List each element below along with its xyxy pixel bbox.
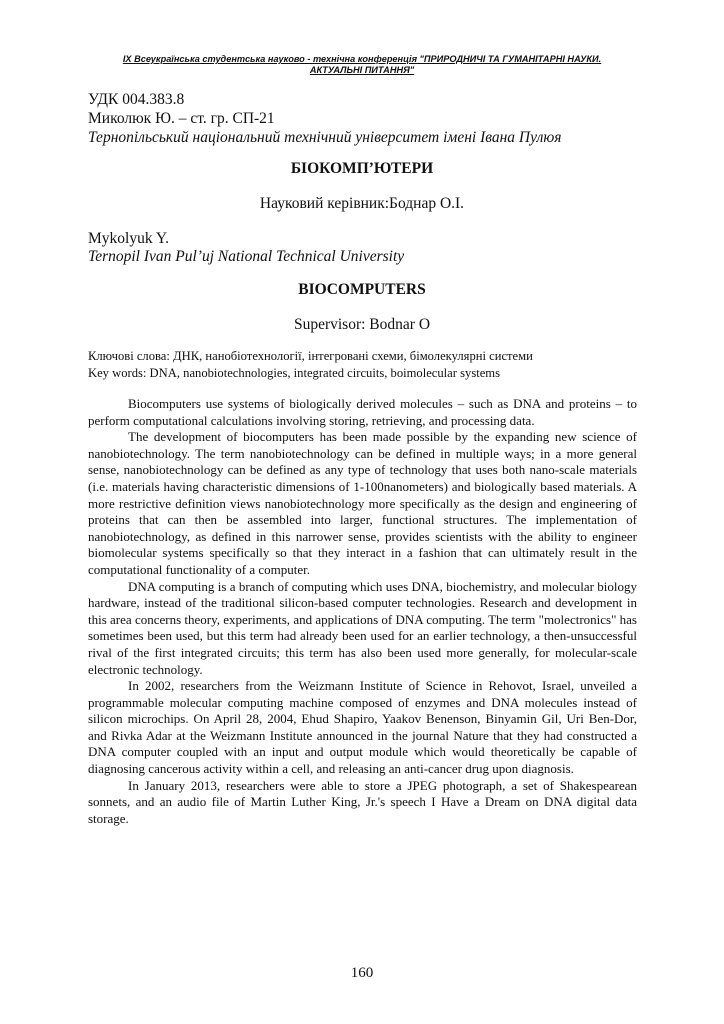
udk-code: УДК 004.383.8 (88, 91, 185, 108)
university-en: Ternopil Ivan Pul’uj National Technical University (88, 248, 405, 265)
conference-header (90, 54, 634, 76)
page-number: 160 (350, 965, 374, 981)
paragraph: In January 2013, researchers were able to store a JPEG photograph, a set of Shakespearean sonnets, and an audio file of Martin Luther King, Jr.'s speech I Have a Dream on DNA digital data storage. (88, 777, 637, 826)
paragraph: DNA computing is a branch of computing which uses DNA, biochemistry, and molecular biology hardware, instead of the traditional silicon-based computer technologies. Research and development in this area concerns theory, experiments, and applications of DNA computing. The term "molectronics" has sometimes been used, but this term had already been used for an earlier technology, a then-unsuccessful rival of the first integrated circuits; this term has also been used more generally, for molecular-scale electronic technology. (88, 578, 637, 677)
conference-header-line-1: IX Всеукраїнська студентська науково - технічна конференція "ПРИРОДНИЧІ ТА ГУМАНІТАРНІ НАУКИ. (122, 54, 602, 64)
author-en: Mykolyuk Y. (88, 230, 169, 247)
supervisor-en: Supervisor: Bodnar O (293, 316, 431, 333)
paragraph: In 2002, researchers from the Weizmann Institute of Science in Rehovot, Israel, unveiled a programmable molecular computing machine composed of enzymes and DNA molecules instead of silicon microchips. On April 28, 2004, Ehud Shapiro, Yaakov Benenson, Binyamin Gil, Uri Ben-Dor, and Rivka Adar at the Weizmann Institute announced in the journal Nature that they had constructed a DNA computer coupled with an input and output module which would theoretically be capable of diagnosing cancerous activity within a cell, and releasing an anti-cancer drug upon diagnosis. (88, 678, 637, 777)
conference-header-line-2: АКТУАЛЬНІ ПИТАННЯ" (309, 65, 415, 75)
body-text (88, 396, 637, 827)
supervisor-ua: Науковий керівник:Боднар О.І. (259, 195, 465, 212)
title-ua: БІОКОМП’ЮТЕРИ (290, 160, 434, 177)
paragraph: Biocomputers use systems of biologically derived molecules – such as DNA and proteins – to perform computational calculations involving storing, retrieving, and processing data. (88, 396, 637, 428)
university-ua: Тернопільський національний технічний університет імені Івана Пулюя (88, 129, 562, 146)
keywords-en: Key words: DNA, nanobiotechnologies, integrated circuits, boimolecular systems (88, 366, 501, 380)
author-ua: Миколюк Ю. – ст. гр. СП-21 (88, 110, 275, 127)
keywords-ua: Ключові слова: ДНК, нанобіотехнології, інтегровані схеми, бімолекулярні системи (88, 349, 533, 363)
paragraph: The development of biocomputers has been made possible by the expanding new science of nanobiotechnology. The term nanobiotechnology can be defined in multiple ways; in a more general sense, nanobiotechnology can be defined as any type of technology that uses both nano-scale materials (i.e. materials having characteristic dimensions of 1-100nanometers) and biologically based materials. A more restrictive definition views nanobiotechnology more specifically as the design and engineering of proteins that can then be assembled into larger, functional structures. The implementation of nanobiotechnology, as defined in this narrower sense, provides scientists with the ability to engineer biomolecular systems specifically so that they interact in a fashion that can ultimately result in the computational functionality of a computer. (88, 429, 637, 577)
title-en: BIOCOMPUTERS (298, 281, 426, 298)
